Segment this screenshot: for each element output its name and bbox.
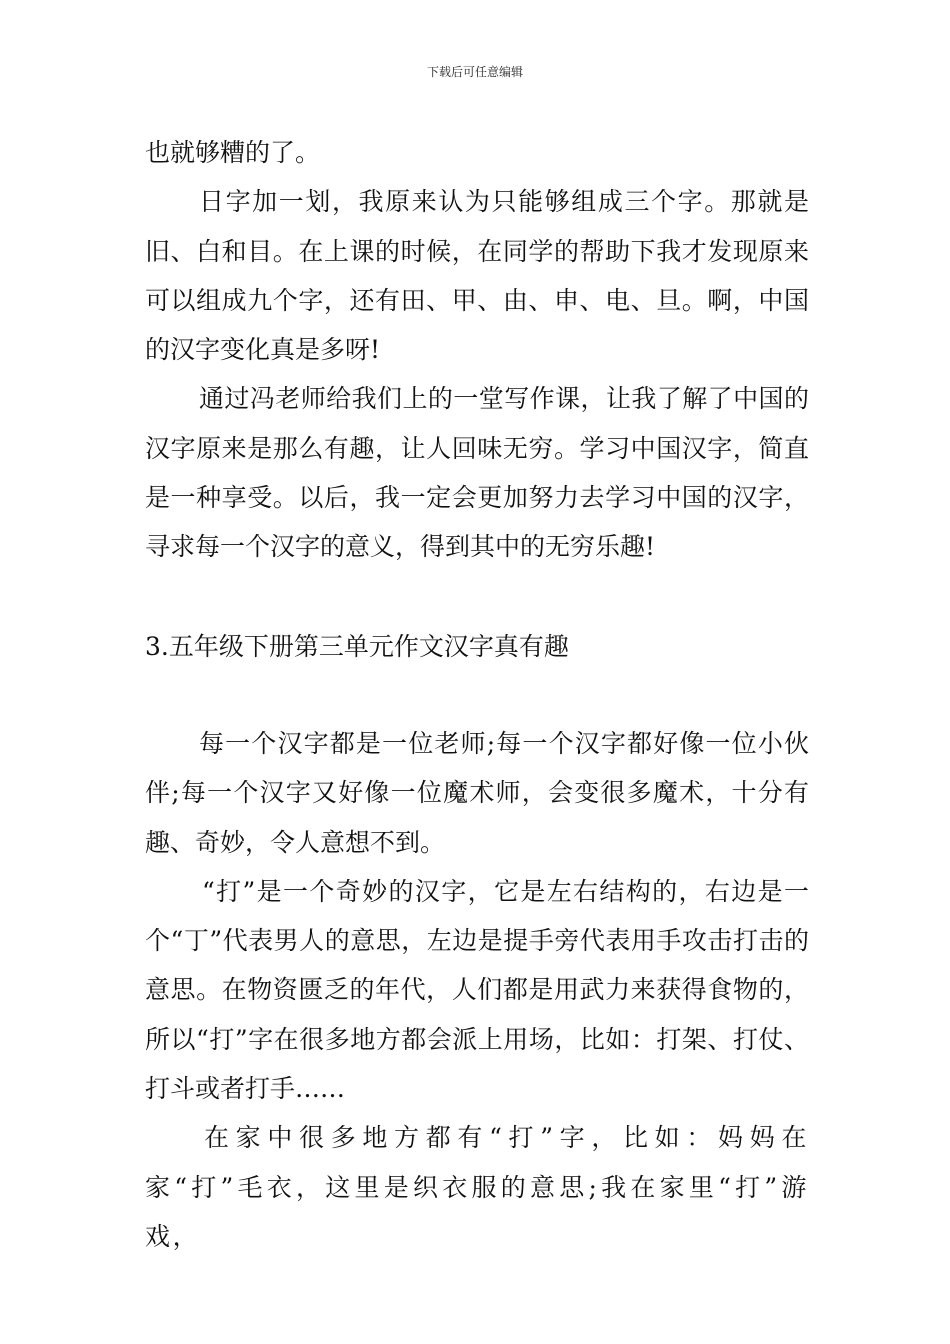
- paragraph-characters-intro: 每一个汉字都是一位老师;每一个汉字都好像一位小伙伴;每一个汉字又好像一位魔术师，会变很多魔术，十分有趣、奇妙，令人意想不到。: [145, 728, 809, 857]
- paragraph-sun-character: 日字加一划，我原来认为只能够组成三个字。那就是旧、白和目。在上课的时候，在同学的帮助下我才发现原来可以组成九个字，还有田、甲、由、申、电、旦。啊，中国的汉字变化真是多呀!: [145, 187, 809, 365]
- page-header: 下载后可任意编辑: [426, 65, 523, 79]
- paragraph-continuation: 也就够糟的了。: [145, 138, 321, 167]
- paragraph-da-at-home: 在家中很多地方都有“打”字，比如：妈妈在家“打”毛衣，这里是织衣服的意思;我在家里“打”游戏，: [145, 1123, 809, 1251]
- paragraph-da-character: “打”是一个奇妙的汉字，它是左右结构的，右边是一个“丁”代表男人的意思，左边是提手旁代表用手攻击打击的意思。在物资匮乏的年代，人们都是用武力来获得食物的，所以“打”字在很多地方都会派上用场，比如：打架、打仗、打斗或者打手……: [145, 876, 809, 1104]
- spacer: [145, 572, 809, 622]
- paragraph-writing-class: 通过冯老师给我们上的一堂写作课，让我了解了中国的汉字原来是那么有趣，让人回味无穷。学习中国汉字，简直是一种享受。以后，我一定会更加努力去学习中国的汉字，寻求每一个汉字的意义，得到其中的无穷乐趣!: [145, 384, 809, 562]
- spacer: [145, 671, 809, 719]
- document-body: [145, 128, 809, 1261]
- section-heading: 3.五年级下册第三单元作文汉字真有趣: [145, 631, 569, 661]
